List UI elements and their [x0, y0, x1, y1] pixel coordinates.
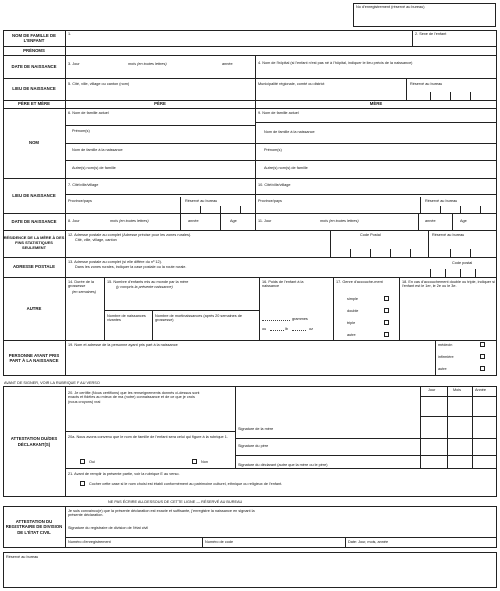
- label-person-part: PERSONNE AYANT PRIS PART À LA NAISSANCE: [8, 352, 60, 363]
- registrar-code: Numéro de code: [205, 540, 234, 544]
- registrar-statement: Je suis convaincu(e) que la présente déclaration est exacte et suffisante, j'enregistre la naissance en signant la présente déclaration.: [68, 509, 255, 518]
- field-11-month: mois (en toutes lettres): [320, 219, 359, 223]
- checkbox-triple[interactable]: [384, 320, 389, 325]
- registrar-number: Numéro d'enregistrement: [68, 540, 111, 544]
- field-12-city: Cité, ville, village, canton: [75, 238, 117, 242]
- field-18-multiple: 18. En cas d'accouchement double ou triple, indiquer si l'enfant est le 1er, le 2e ou le 3e.: [402, 280, 495, 289]
- col-day: Jour: [428, 388, 436, 392]
- field-5-municipality: Municipalité régionale, comté ou district: [258, 82, 325, 86]
- field-13-postal: Code postal: [452, 261, 473, 265]
- field-9-other: Autre(s) nom(s) de famille: [264, 166, 308, 170]
- field-17-delivery: 17. Genre d'accouche-ment: [336, 280, 383, 284]
- field-17-single: simple: [347, 297, 358, 301]
- checkbox-other-delivery[interactable]: [384, 332, 389, 337]
- checkbox-nurse[interactable]: [480, 354, 485, 359]
- checkbox-other-person[interactable]: [480, 366, 485, 371]
- field-10-province: Province/pays: [258, 199, 282, 203]
- field-17-triple: triple: [347, 321, 356, 325]
- registrar-signature: Signature du registraire de division de l'état civil: [68, 526, 149, 530]
- label-no: Non: [201, 460, 208, 464]
- field-19-doctor: médecin: [438, 343, 453, 347]
- checkbox-no[interactable]: [192, 459, 197, 464]
- field-9-birthname: Nom de famille à la naissance: [264, 130, 315, 134]
- field-7-office: Réservé au bureau: [185, 199, 218, 203]
- sig-declarant: Signature du déclarant (autre que la mère ou le père): [238, 463, 328, 467]
- label-child-surname: NOM DE FAMILLE DE L'ENFANT: [12, 32, 56, 43]
- field-16-lb: lb: [285, 327, 288, 331]
- reserved-footer-box: [3, 552, 497, 588]
- label-registrar: ATTESTATION DU REGISTRAIRE DE DIVISION DE L'ÉTAT CIVIL: [5, 519, 63, 535]
- label-birth-date: DATE DE NAISSANCE: [11, 63, 57, 69]
- field-11-age: Age: [460, 219, 467, 223]
- label-attestation: ATTESTATION DU/DES DÉCLARANT(S): [10, 436, 58, 447]
- field-10-city: 10. Cité/ville/village: [258, 183, 291, 187]
- field-19-person: 19. Nom et adresse de la personne ayant pris part à la naissance: [68, 343, 178, 347]
- field-2-sex: 2. Sexe de l'enfant: [415, 32, 447, 36]
- field-16-oz: oz: [309, 327, 314, 331]
- field-20a-agree: 20a. Nous avons convenu que le nom de famille de l'enfant sera celui qui figure à la rubrique 1.: [68, 435, 228, 439]
- field-6-prenoms: Prénom(s): [72, 129, 90, 133]
- field-21-cultural: Cocher cette case si le nom choisi est établi conformément au patrimoine culturel, ethnique ou religieux de l'enfant.: [89, 482, 283, 486]
- label-yes: Oui: [89, 460, 95, 464]
- label-other: AUTRE: [26, 305, 42, 311]
- field-5-office: Réservé au bureau: [410, 82, 443, 86]
- checkbox-single[interactable]: [384, 296, 389, 301]
- col-year: Année: [475, 388, 486, 392]
- field-11-day: 11. Jour: [258, 219, 272, 223]
- field-8-day: 8. Jour: [68, 219, 80, 223]
- field-20-certify: 20. Je certifie (Nous certifions) que les renseignements donnés ci-dessus sont exacts et fidèles au mieux de ma (notre) connaissance et de ce que je crois (nous croyons) vrai: [68, 391, 200, 404]
- field-15-alive: Nombre de naissances vivantes: [107, 314, 146, 323]
- field-19-nurse: infirmière: [438, 355, 454, 359]
- field-7-city: 7. Cité/ville/village: [68, 183, 99, 187]
- field-15-children: 15. Nombre d'enfants mis au monde par la mère: [107, 280, 189, 284]
- label-father-mother: PÈRE ET MÈRE: [18, 101, 50, 107]
- label-father: PÈRE: [154, 101, 166, 107]
- field-17-double: double: [347, 309, 359, 313]
- field-3-year: année: [222, 62, 233, 66]
- field-6-birthname: Nom de famille à la naissance: [72, 148, 123, 152]
- field-16-grams: grammes: [292, 317, 308, 321]
- label-first-names: PRÉNOMS: [23, 47, 45, 53]
- field-17-other: autre: [347, 333, 356, 337]
- checkbox-cultural[interactable]: [80, 481, 85, 486]
- field-10-office: Réservé au bureau: [425, 199, 458, 203]
- field-9-prenoms: Prénom(s): [264, 148, 282, 152]
- field-12-office: Réservé au bureau: [432, 233, 465, 237]
- field-9-surname: 9. Nom de famille actuel: [258, 111, 299, 115]
- field-3-day: 3. Jour: [68, 62, 80, 66]
- field-12-address: 12. Adresse postale au complet (Adresse précise pour les zones rurales).: [68, 233, 192, 237]
- label-parent-birth-place: LIEU DE NAISSANCE: [12, 192, 56, 198]
- field-16-or: ou: [262, 327, 267, 331]
- field-11-year: année: [425, 219, 436, 223]
- field-6-other: Autre(s) nom(s) de famille: [72, 166, 116, 170]
- label-birth-place: LIEU DE NAISSANCE: [12, 86, 56, 92]
- field-15-incl: (y compris la présente naissance): [116, 285, 173, 289]
- field-3-month: mois (en toutes lettres): [128, 62, 167, 66]
- checkbox-doctor[interactable]: [480, 342, 485, 347]
- field-21-before: 21. Avant de remplir la présente partie, voir la rubrique E au verso.: [68, 472, 180, 476]
- sig-father: Signature du père: [238, 444, 269, 448]
- field-12-postal: Code Postal: [360, 233, 381, 237]
- do-not-write-note: NE PAS ÉCRIRE AU-DESSOUS DE CETTE LIGNE — RÉSERVÉ AU BUREAU: [108, 500, 243, 504]
- office-registration-label: No d'enregistrement (réservé au bureau): [356, 5, 425, 9]
- field-1: 1.: [68, 32, 72, 36]
- field-4-hospital: 4. Nom de l'hôpital (si l'enfant n'est pas né à l'hôpital, indiquer le lieu précis de la naissance): [258, 61, 413, 65]
- reserved-footer-label: Réservé au bureau: [6, 555, 39, 559]
- registrar-date: Date: Jour, mois, année: [348, 540, 389, 544]
- field-15-stillborn: Nombre de mortinaissances (après 20 semaines de grossesse): [155, 314, 242, 323]
- sig-mother: Signature de la mère: [238, 427, 274, 431]
- before-sign-note: AVANT DE SIGNER, VOIR LA RUBRIQUE F AU VERSO: [4, 381, 100, 385]
- label-parent-birth-date: DATE DE NAISSANCE: [11, 218, 57, 224]
- field-14-pregnancy: 14. Durée de la grossesse: [68, 280, 94, 289]
- field-19-other: autre: [438, 367, 447, 371]
- field-7-province: Province/pays: [68, 199, 92, 203]
- checkbox-yes[interactable]: [80, 459, 85, 464]
- field-8-month: mois (en toutes lettres): [110, 219, 149, 223]
- field-13-rural: Dans les zones rurales, indiquer la case postale ou la route rurale.: [75, 265, 187, 269]
- label-mother: MÈRE: [369, 101, 383, 107]
- field-13-address: 13. Adresse postale au complet (si elle diffère du nº 12).: [68, 260, 162, 264]
- label-postal-address: ADRESSE POSTALE: [13, 264, 55, 270]
- field-8-age: Age: [230, 219, 237, 223]
- field-14-weeks: (en semaines): [72, 290, 97, 294]
- field-8-year: année: [188, 219, 199, 223]
- field-5-city: 5. Cité, ville, village ou canton (nom): [68, 82, 130, 86]
- field-16-weight: 16. Poids de l'enfant à la naissance: [262, 280, 304, 289]
- checkbox-double[interactable]: [384, 308, 389, 313]
- col-month: Mois: [453, 388, 462, 392]
- label-name: NOM: [28, 140, 40, 146]
- field-6-surname: 6. Nom de famille actuel: [68, 111, 109, 115]
- label-residence: RÉSIDENCE DE LA MÈRE À DES FINS STATISTIQUES SEULEMENT: [3, 235, 65, 250]
